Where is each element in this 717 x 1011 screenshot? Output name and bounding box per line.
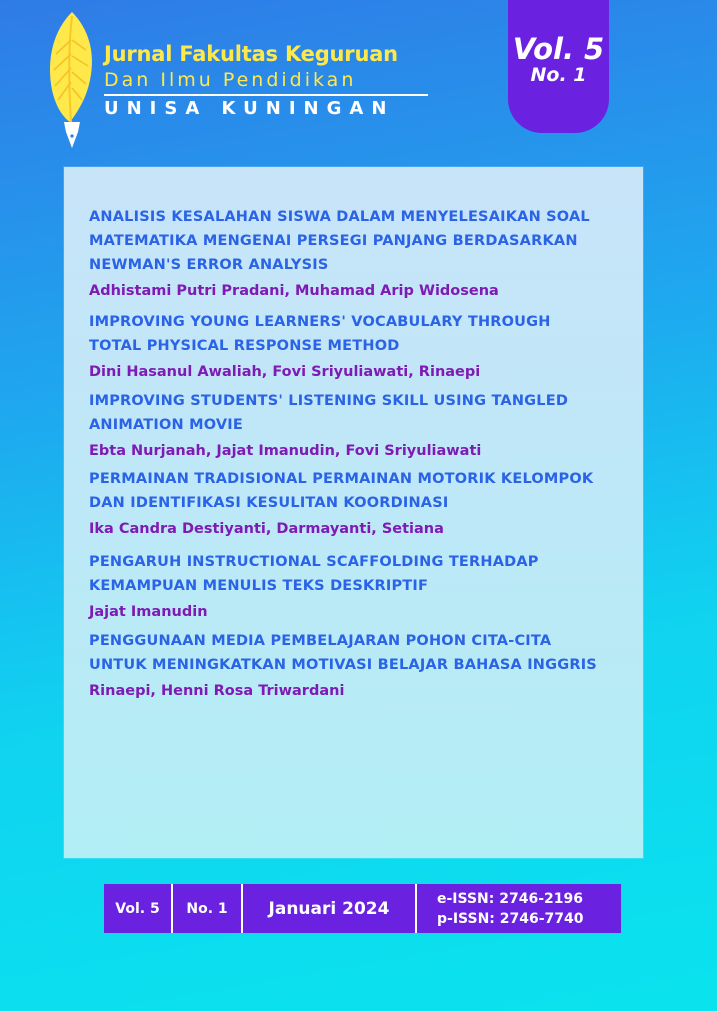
- article-title-line: PERMAINAN TRADISIONAL PERMAINAN MOTORIK KELOMPOK: [89, 471, 594, 487]
- article-authors: Rinaepi, Henni Rosa Triwardani: [89, 683, 345, 699]
- article-entry: [89, 467, 634, 539]
- volume-badge: [508, 0, 609, 133]
- article-authors: Dini Hasanul Awaliah, Fovi Sriyuliawati, Rinaepi: [89, 364, 481, 380]
- article-authors: Jajat Imanudin: [89, 604, 208, 620]
- article-title-line: PENGGUNAAN MEDIA PEMBELAJARAN POHON CITA-CITA: [89, 633, 552, 649]
- footer-number: No. 1: [186, 900, 228, 917]
- article-title-line: PENGARUH INSTRUCTIONAL SCAFFOLDING TERHADAP: [89, 554, 539, 570]
- article-title-line: KEMAMPUAN MENULIS TEKS DESKRIPTIF: [89, 578, 429, 594]
- article-entry: [89, 389, 634, 461]
- e-issn: e-ISSN: 2746-2196: [437, 890, 583, 907]
- journal-title-block: [104, 40, 434, 121]
- p-issn: p-ISSN: 2746-7740: [437, 910, 584, 927]
- article-title: [89, 629, 634, 677]
- article-title-line: NEWMAN'S ERROR ANALYSIS: [89, 257, 329, 273]
- title-divider: [104, 94, 428, 96]
- article-title-line: MATEMATIKA MENGENAI PERSEGI PANJANG BERDASARKAN: [89, 233, 578, 249]
- article-title: [89, 205, 634, 277]
- article-entry: [89, 310, 634, 382]
- badge-volume: Vol. 5: [512, 32, 605, 66]
- quill-pen-icon: [42, 10, 102, 150]
- article-title: [89, 550, 634, 598]
- journal-name-line1: Jurnal Fakultas Keguruan: [104, 42, 398, 66]
- article-entry: [89, 629, 634, 701]
- article-title-line: ANALISIS KESALAHAN SISWA DALAM MENYELESAIKAN SOAL: [89, 209, 590, 225]
- article-title-line: TOTAL PHYSICAL RESPONSE METHOD: [89, 338, 400, 354]
- article-title: [89, 310, 634, 358]
- badge-number: No. 1: [530, 64, 587, 86]
- article-authors: Ebta Nurjanah, Jajat Imanudin, Fovi Sriyuliawati: [89, 443, 482, 459]
- issn-block: [417, 884, 621, 933]
- article-title-line: DAN IDENTIFIKASI KESULITAN KOORDINASI: [89, 495, 449, 511]
- article-title-line: IMPROVING YOUNG LEARNERS' VOCABULARY THROUGH: [89, 314, 551, 330]
- contents-panel: [64, 167, 643, 858]
- article-entry: [89, 550, 634, 622]
- article-title-line: ANIMATION MOVIE: [89, 417, 243, 433]
- footer-volume: Vol. 5: [115, 900, 160, 917]
- article-authors: Ika Candra Destiyanti, Darmayanti, Setiana: [89, 521, 444, 537]
- article-title: [89, 467, 634, 515]
- article-entry: [89, 205, 634, 301]
- issue-info-bar: [104, 884, 621, 933]
- article-authors: Adhistami Putri Pradani, Muhamad Arip Widosena: [89, 283, 499, 299]
- journal-name-line2: Dan Ilmu Pendidikan: [104, 69, 357, 91]
- institution-name: UNISA KUNINGAN: [104, 98, 395, 119]
- article-title: [89, 389, 634, 437]
- article-title-line: IMPROVING STUDENTS' LISTENING SKILL USING TANGLED: [89, 393, 569, 409]
- footer-date: Januari 2024: [268, 898, 390, 919]
- article-title-line: UNTUK MENINGKATKAN MOTIVASI BELAJAR BAHASA INGGRIS: [89, 657, 597, 673]
